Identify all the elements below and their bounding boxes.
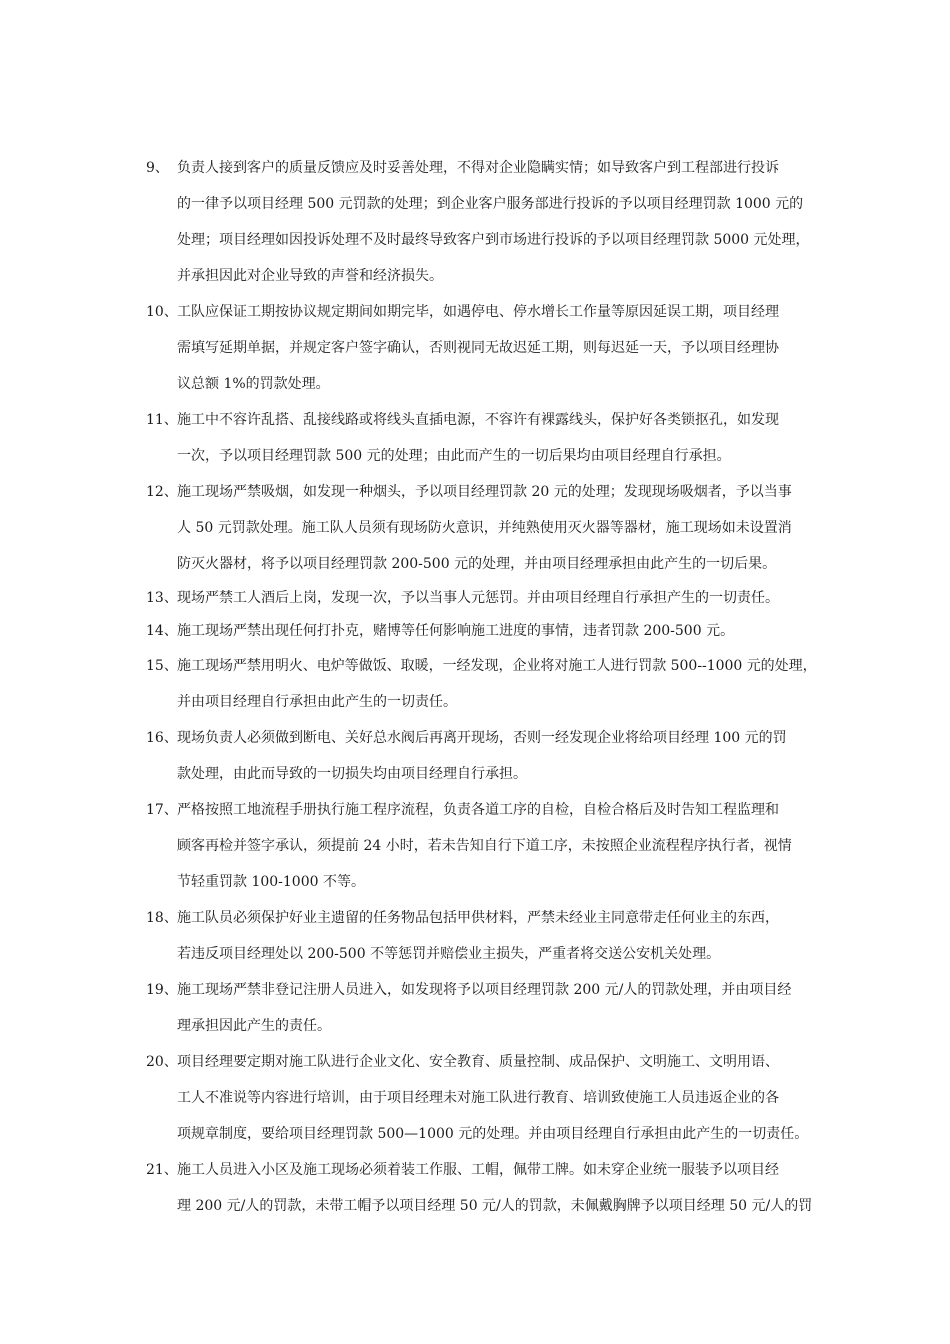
rule-number: 17、 xyxy=(146,802,178,818)
rule-item xyxy=(0,972,950,1044)
rule-text-line: 防灭火器材，将予以项目经理罚款 200-500 元的处理，并由项目经理承担由此产生的一切后果。 xyxy=(177,556,777,572)
rule-item xyxy=(0,474,950,582)
rule-number: 9、 xyxy=(146,160,169,176)
rule-item xyxy=(0,648,950,720)
rule-item xyxy=(0,402,950,474)
rule-number: 13、 xyxy=(146,590,178,606)
rule-item xyxy=(0,1044,950,1152)
rule-item xyxy=(0,582,950,615)
rule-text-line: 款处理，由此而导致的一切损失均由项目经理自行承担。 xyxy=(177,766,527,782)
rule-text-line: 项规章制度，要给项目经理罚款 500—1000 元的处理。并由项目经理自行承担由此产生的一切责任。 xyxy=(177,1126,809,1142)
rule-text-line: 节轻重罚款 100-1000 不等。 xyxy=(177,874,365,890)
rule-number: 10、 xyxy=(146,304,178,320)
rule-text-line: 施工人员进入小区及施工现场必须着装工作服、工帽，佩带工牌。如未穿企业统一服装予以项目经 xyxy=(177,1162,779,1178)
rule-number: 11、 xyxy=(146,412,178,428)
rule-item xyxy=(0,294,950,402)
rule-number: 18、 xyxy=(146,910,178,926)
rule-number: 20、 xyxy=(146,1054,178,1070)
rule-text-line: 顾客再检并签字承认，须提前 24 小时，若未告知自行下道工序，未按照企业流程程序执行者，视情 xyxy=(177,838,792,854)
rule-text-line: 工队应保证工期按协议规定期间如期完毕，如遇停电、停水增长工作量等原因延误工期，项目经理 xyxy=(177,304,779,320)
rule-item xyxy=(0,1152,950,1224)
rule-item xyxy=(0,150,950,294)
rule-item xyxy=(0,720,950,792)
rule-text-line: 工人不准说等内容进行培训，由于项目经理未对施工队进行教育、培训致使施工人员违返企业的各 xyxy=(177,1090,779,1106)
rule-text-line: 人 50 元罚款处理。施工队人员须有现场防火意识，并纯熟使用灭火器等器材，施工现场如未设置消 xyxy=(177,520,792,536)
rule-text-line: 并由项目经理自行承担由此产生的一切责任。 xyxy=(177,694,457,710)
rule-text-line: 施工现场严禁吸烟，如发现一种烟头，予以项目经理罚款 20 元的处理；发现现场吸烟者，予以当事 xyxy=(177,484,792,500)
rule-text-line: 负责人接到客户的质量反馈应及时妥善处理，不得对企业隐瞒实情；如导致客户到工程部进行投诉 xyxy=(177,160,779,176)
rule-text-line: 施工队员必须保护好业主遗留的任务物品包括甲供材料，严禁未经业主同意带走任何业主的东西， xyxy=(177,910,779,926)
rule-list xyxy=(0,150,950,1224)
rule-text-line: 现场负责人必须做到断电、关好总水阀后再离开现场，否则一经发现企业将给项目经理 100 元的罚 xyxy=(177,730,787,746)
rule-item xyxy=(0,900,950,972)
rule-number: 21、 xyxy=(146,1162,178,1178)
rule-text-line: 施工现场严禁出现任何打扑克，赌博等任何影响施工进度的事情，违者罚款 200-500 元。 xyxy=(177,623,735,639)
rule-text-line: 一次，予以项目经理罚款 500 元的处理；由此而产生的一切后果均由项目经理自行承担。 xyxy=(177,448,731,464)
rule-number: 15、 xyxy=(146,658,178,674)
rule-item xyxy=(0,615,950,648)
rule-text-line: 理 200 元/人的罚款，未带工帽予以项目经理 50 元/人的罚款，未佩戴胸牌予以项目经理 50 元/人的罚 xyxy=(177,1198,813,1214)
rule-text-line: 议总额 1%的罚款处理。 xyxy=(177,376,330,392)
rule-text-line: 若违反项目经理处以 200-500 不等惩罚并赔偿业主损失，严重者将交送公安机关处理。 xyxy=(177,946,721,962)
rule-text-line: 并承担因此对企业导致的声誉和经济损失。 xyxy=(177,268,443,284)
rule-text-line: 理承担因此产生的责任。 xyxy=(177,1018,331,1034)
rule-number: 19、 xyxy=(146,982,178,998)
rule-number: 12、 xyxy=(146,484,178,500)
rule-text-line: 严格按照工地流程手册执行施工程序流程，负责各道工序的自检，自检合格后及时告知工程监理和 xyxy=(177,802,779,818)
rule-item xyxy=(0,792,950,900)
rule-text-line: 现场严禁工人酒后上岗，发现一次，予以当事人元惩罚。并由项目经理自行承担产生的一切责任。 xyxy=(177,590,779,606)
rule-text-line: 需填写延期单据，并规定客户签字确认，否则视同无故迟延工期，则每迟延一天，予以项目经理协 xyxy=(177,340,779,356)
rule-text-line: 的一律予以项目经理 500 元罚款的处理；到企业客户服务部进行投诉的予以项目经理罚款 1000 元的 xyxy=(177,196,804,212)
rule-number: 14、 xyxy=(146,623,178,639)
rule-text-line: 施工现场严禁非登记注册人员进入，如发现将予以项目经理罚款 200 元/人的罚款处理，并由项目经 xyxy=(177,982,792,998)
rule-text-line: 项目经理要定期对施工队进行企业文化、安全教育、质量控制、成品保护、文明施工、文明用语、 xyxy=(177,1054,779,1070)
rule-text-line: 施工中不容许乱搭、乱接线路或将线头直插电源，不容许有裸露线头，保护好各类锁抠孔，如发现 xyxy=(177,412,779,428)
rule-text-line: 施工现场严禁用明火、电炉等做饭、取暖，一经发现，企业将对施工人进行罚款 500--1000 元的处理， xyxy=(177,658,817,674)
rule-text-line: 处理；项目经理如因投诉处理不及时最终导致客户到市场进行投诉的予以项目经理罚款 5000 元处理， xyxy=(177,232,810,248)
rule-number: 16、 xyxy=(146,730,178,746)
